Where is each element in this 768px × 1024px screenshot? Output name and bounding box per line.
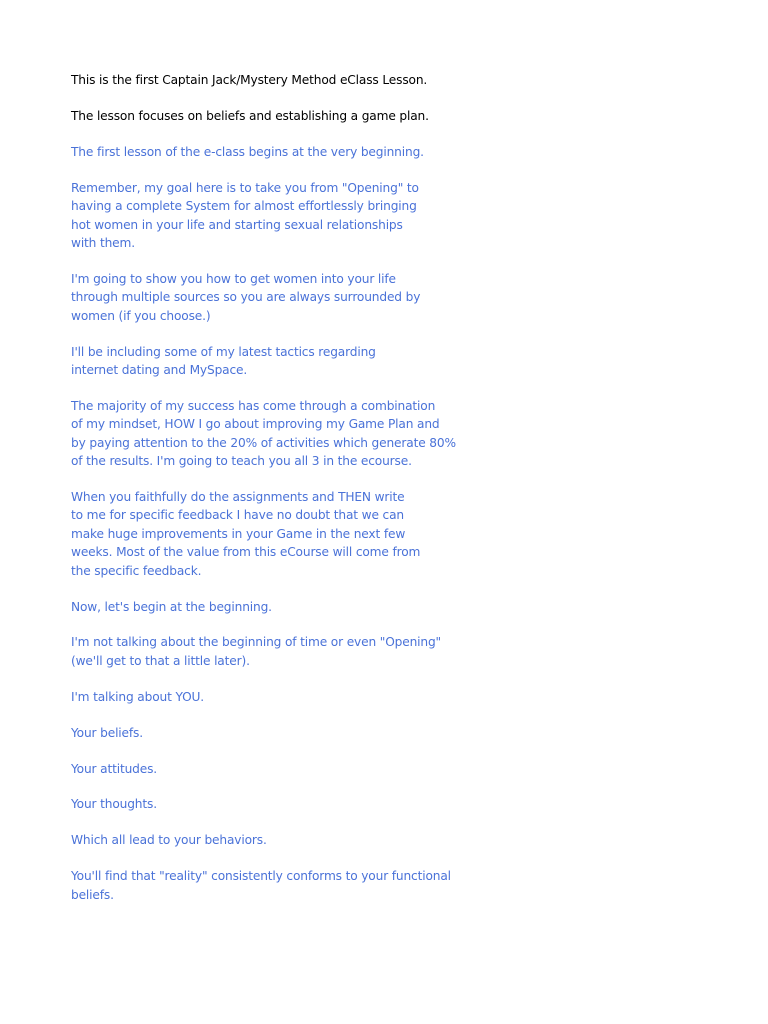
- paragraph: [71, 143, 481, 161]
- text-line: through multiple sources so you are always surrounded by: [71, 290, 421, 305]
- text-line: of the results. I'm going to teach you all 3 in the ecourse.: [71, 454, 412, 469]
- text-line: When you faithfully do the assignments and THEN write: [71, 490, 405, 504]
- text-line: Your thoughts.: [71, 797, 157, 812]
- text-line: internet dating and MySpace.: [71, 362, 248, 377]
- paragraph: [71, 488, 481, 580]
- text-line: This is the first Captain Jack/Mystery Method eClass Lesson.: [71, 73, 428, 87]
- text-line: women (if you choose.): [71, 308, 211, 323]
- paragraph: [71, 724, 481, 742]
- text-line: (we'll get to that a little later).: [71, 653, 250, 668]
- text-line: Now, let's begin at the beginning.: [71, 599, 272, 614]
- text-line: I'm going to show you how to get women into your life: [71, 271, 396, 286]
- text-line: The majority of my success has come through a combination: [71, 398, 436, 413]
- text-line: make huge improvements in your Game in the next few: [71, 526, 406, 541]
- paragraph: [71, 760, 481, 778]
- text-line: Your beliefs.: [71, 725, 143, 740]
- paragraph: [71, 179, 481, 253]
- paragraph: [71, 633, 481, 670]
- paragraph: [71, 688, 481, 706]
- text-line: beliefs.: [71, 887, 114, 902]
- document-body: [71, 71, 481, 922]
- text-line: I'll be including some of my latest tactics regarding: [71, 344, 376, 359]
- text-line: of my mindset, HOW I go about improving my Game Plan and: [71, 417, 440, 432]
- paragraph: [71, 343, 481, 380]
- paragraph: [71, 598, 481, 616]
- paragraph: [71, 107, 481, 125]
- text-line: Your attitudes.: [71, 761, 158, 776]
- text-line: I'm not talking about the beginning of time or even "Opening": [71, 635, 442, 650]
- text-line: by paying attention to the 20% of activities which generate 80%: [71, 435, 456, 450]
- text-line: having a complete System for almost effortlessly bringing: [71, 199, 417, 214]
- paragraph: [71, 71, 481, 89]
- text-line: Remember, my goal here is to take you from "Opening" to: [71, 180, 419, 195]
- paragraph: [71, 270, 481, 325]
- paragraph: [71, 397, 481, 471]
- paragraph: [71, 867, 481, 904]
- text-line: to me for specific feedback I have no doubt that we can: [71, 508, 404, 523]
- text-line: the specific feedback.: [71, 563, 202, 578]
- text-line: I'm talking about YOU.: [71, 689, 205, 704]
- text-line: with them.: [71, 235, 135, 250]
- text-line: Which all lead to your behaviors.: [71, 833, 267, 848]
- paragraph: [71, 795, 481, 813]
- text-line: hot women in your life and starting sexual relationships: [71, 217, 403, 232]
- paragraph: [71, 831, 481, 849]
- text-line: The lesson focuses on beliefs and establishing a game plan.: [71, 108, 429, 123]
- text-line: weeks. Most of the value from this eCourse will come from: [71, 545, 421, 560]
- text-line: The first lesson of the e-class begins at the very beginning.: [71, 144, 424, 159]
- text-line: You'll find that "reality" consistently conforms to your functional: [71, 869, 451, 884]
